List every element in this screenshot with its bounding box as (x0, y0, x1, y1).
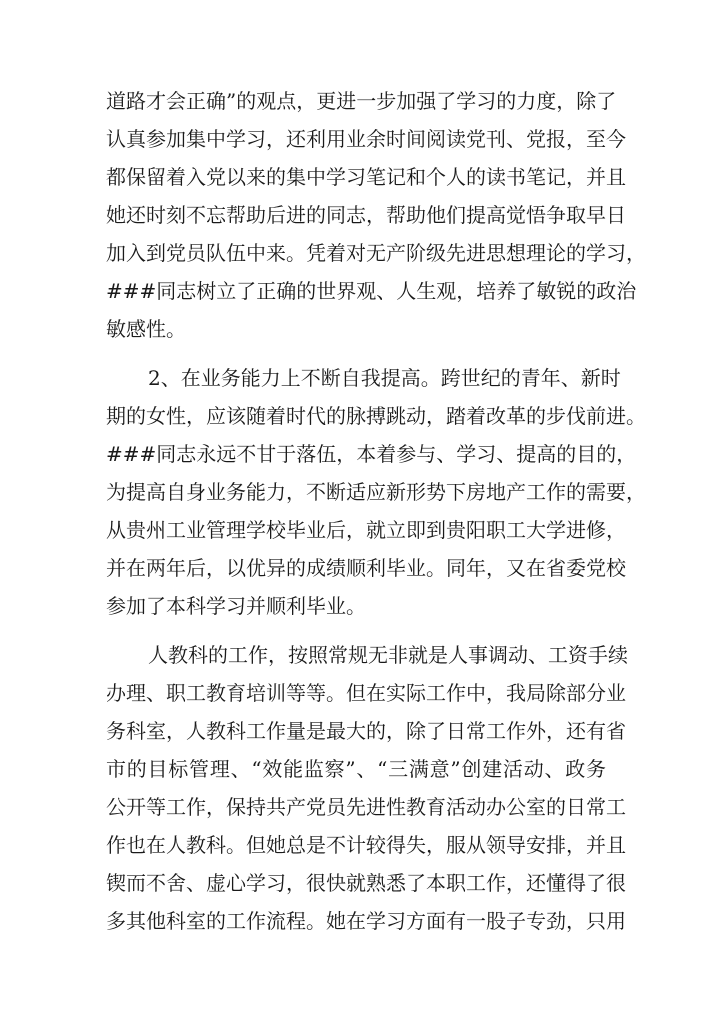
text-line: 锲而不舍、虚心学习，很快就熟悉了本职工作，还懂得了很 (106, 871, 626, 895)
text-line: 参加了本科学习并顺利毕业。 (106, 594, 366, 618)
text-line: 为提高自身业务能力，不断适应新形势下房地产工作的需要， (106, 480, 646, 504)
text-line: 从贵州工业管理学校毕业后，就立即到贵阳职工大学进修， (106, 518, 626, 542)
paragraph-hr-work (106, 636, 628, 940)
text-line: 都保留着入党以来的集中学习笔记和个人的读书笔记，并且 (106, 165, 626, 189)
text-line: 多其他科室的工作流程。她在学习方面有一股子专劲，只用 (106, 909, 626, 933)
text-line: 敏感性。 (106, 317, 186, 341)
text-line: 道路才会正确”的观点，更进一步加强了学习的力度，除了 (106, 89, 617, 113)
text-line: 她还时刻不忘帮助后进的同志，帮助他们提高觉悟争取早日 (106, 203, 626, 227)
text-line: 2、在业务能力上不断自我提高。跨世纪的青年、新时 (148, 366, 621, 390)
text-line: ###同志树立了正确的世界观、人生观，培养了敏锐的政治 (106, 279, 637, 303)
text-line: 公开等工作，保持共产党员先进性教育活动办公室的日常工 (106, 795, 626, 819)
paragraph-gap (106, 625, 606, 636)
text-line: 人教科的工作，按照常规无非就是人事调动、工资手续 (148, 643, 628, 667)
paragraph-business-ability (106, 359, 646, 625)
text-line: 期的女性，应该随着时代的脉搏跳动，踏着改革的步伐前进。 (106, 404, 646, 428)
paragraph-gap (106, 348, 606, 359)
text-line: 作也在人教科。但她总是不计较得失，服从领导安排，并且 (106, 833, 626, 857)
text-line: 加入到党员队伍中来。凭着对无产阶级先进思想理论的学习， (106, 241, 646, 265)
text-line: 并在两年后，以优异的成绩顺利毕业。同年，又在省委党校 (106, 556, 626, 580)
text-line: 务科室，人教科工作量是最大的，除了日常工作外，还有省 (106, 719, 626, 743)
text-line: 市的目标管理、“效能监察”、“三满意”创建活动、政务 (106, 757, 606, 781)
text-line: 办理、职工教育培训等等。但在实际工作中，我局除部分业 (106, 681, 626, 705)
text-line: 认真参加集中学习，还利用业余时间阅读党刊、党报，至今 (106, 127, 626, 151)
text-line: ###同志永远不甘于落伍，本着参与、学习、提高的目的， (106, 442, 637, 466)
paragraph-study-attitude (106, 82, 646, 348)
document-body (106, 82, 646, 940)
